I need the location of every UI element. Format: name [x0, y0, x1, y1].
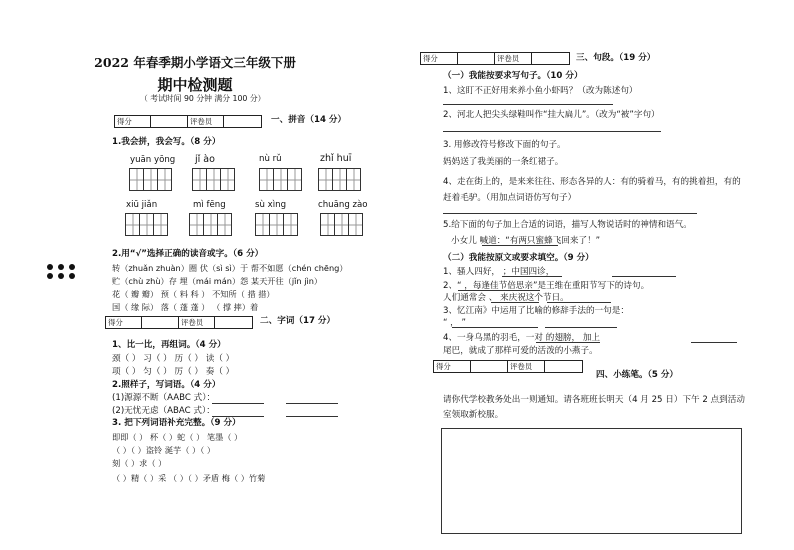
score-table-4: 得分 评卷员: [433, 360, 583, 373]
complete-line: 刻（ ）求（ ）: [112, 458, 167, 468]
answer-line[interactable]: [443, 131, 661, 132]
fill-question: 尾巴，就成了那样可爱的活泼的小燕子。: [443, 346, 598, 356]
answer-line[interactable]: [536, 342, 600, 343]
writing-grid[interactable]: [318, 168, 360, 191]
question-2-3: 3. 把下列词语补充完整。（9 分）: [112, 418, 241, 428]
pinyin-label: xiū jiǎn: [126, 200, 158, 210]
pronunciation-line: 花（ 瓣 瓣） 预（ 料 科 ） 不知所（ 措 措）: [112, 289, 275, 299]
pinyin-label: yuān yōng: [130, 155, 176, 165]
answer-line[interactable]: [286, 403, 338, 404]
example-line: (2)无忧无虑（ABAC 式）：: [112, 406, 215, 416]
fill-question: 1、骚人四好， ；中国四诊，: [443, 267, 555, 277]
sentence-question: 5.给下面的句子加上合适的词语，描写人物说话时的神情和语气。: [443, 220, 692, 230]
writing-prompt: 请你代学校教务处出一则通知。请各班班长明天（4 月 25 日）下午 2 点到活动: [443, 395, 745, 405]
complete-line: （ ）精（ ）采 （ ）（ ）矛盾 梅（ ）竹菊: [112, 473, 266, 483]
answer-line[interactable]: [212, 416, 264, 417]
pinyin-label: mì fēng: [193, 200, 226, 210]
writing-answer-box[interactable]: [441, 428, 742, 534]
writing-prompt: 室领取新校服。: [443, 410, 504, 420]
answer-line[interactable]: [443, 213, 697, 214]
answer-line[interactable]: [286, 416, 338, 417]
pinyin-label: sù xìng: [255, 200, 287, 210]
pinyin-label: jǐ ào: [195, 154, 215, 165]
answer-line[interactable]: [482, 245, 558, 246]
score-table-1: 得分 评卷员: [114, 115, 262, 128]
page-title: 2022 年春季期小学语文三年级下册: [94, 55, 296, 70]
writing-grid[interactable]: [129, 168, 171, 191]
writing-grid[interactable]: [259, 168, 301, 191]
compare-line: 颈（ ） 习（ ） 历（ ） 读（ ）: [112, 354, 235, 364]
answer-line[interactable]: [502, 276, 562, 277]
writing-grid[interactable]: [125, 213, 167, 236]
sentence-text: 小女儿 喊道：“有两只蜜蜂飞回来了！”: [451, 236, 601, 246]
part-1-title: （一）我能按要求写句子。（10 分）: [443, 71, 583, 81]
exam-title: 期中检测题: [157, 76, 233, 94]
fill-question: 4、一身乌黑的羽毛，一对 的翅膀， 加上: [443, 333, 601, 343]
sentence-question: 1、这盯不正好用来养小鱼小虾吗？（改为陈述句）: [443, 86, 638, 96]
sentence-question: 4、走在街上的，是来来往往、形态各异的人：有的骑着马，有的挑着担，有的: [443, 177, 741, 187]
writing-grid[interactable]: [192, 168, 234, 191]
score-table-2: 得分 评卷员: [105, 316, 253, 329]
answer-line[interactable]: [443, 104, 613, 105]
answer-line[interactable]: [547, 302, 611, 303]
answer-line[interactable]: [212, 403, 264, 404]
section-4-title: 四、小练笔。（5 分）: [596, 370, 679, 380]
pinyin-label: zhǐ huī: [320, 153, 352, 164]
writing-grid[interactable]: [255, 213, 297, 236]
binding-dots: [47, 264, 75, 279]
sentence-text: 妈妈送了我美丽的一条红裙子。: [443, 157, 564, 167]
question-2-1: 1、比一比，再组词。（4 分）: [112, 340, 226, 350]
writing-grid[interactable]: [320, 213, 362, 236]
pinyin-label: chuāng zào: [318, 200, 368, 210]
complete-line: 即即（ ） 杯（ ）蛇（ ） 笔墨（ ）: [112, 432, 243, 442]
fill-question: 3、忆江南》中运用了比喻的修辞手法的一句是：: [443, 306, 629, 316]
fill-question: “ ， ”: [443, 318, 466, 328]
question-1-2: 2.用“√”选择正确的读音或字。（6 分）: [112, 249, 264, 259]
answer-line[interactable]: [491, 302, 539, 303]
answer-line[interactable]: [452, 327, 538, 328]
example-line: (1)源源不断（AABC 式）：: [112, 393, 216, 403]
answer-line[interactable]: [691, 342, 737, 343]
answer-line[interactable]: [458, 290, 540, 291]
section-1-title: 一、拼音（14 分）: [271, 115, 347, 125]
section-2-title: 二、字词（17 分）: [260, 316, 336, 326]
fill-question: 人们通常会 、 来庆祝这个节日。: [443, 293, 569, 303]
part-2-title: （二）我能按原文或要求填空。（9 分）: [443, 253, 594, 263]
question-1-1: 1.我会拼，我会写。（8 分）: [112, 137, 221, 147]
section-3-title: 三、句段。（19 分）: [576, 53, 656, 63]
writing-grid[interactable]: [189, 213, 231, 236]
pinyin-label: nù rǔ: [259, 154, 282, 164]
pronunciation-line: 贮（chù zhù）存 埋（mái mán）怨 某天开往（jǐn jìn）: [112, 276, 323, 286]
pronunciation-line: 转（zhuǎn zhuàn）圈 伏（sì sì）于 帮不如愿（chén chēng）: [112, 263, 348, 273]
answer-line[interactable]: [545, 327, 617, 328]
exam-info: （ 考试时间 90 分钟 满分 100 分）: [140, 94, 266, 103]
fill-question: 2、“ ，每逢佳节倍思亲”是王维在重阳节写下的诗句。: [443, 281, 650, 291]
pronunciation-line: 国（ 缘 际） 落（ 蓬 蓬 ） （ 撑 摔）着: [112, 302, 259, 312]
answer-line[interactable]: [612, 276, 676, 277]
question-2-2: 2.照样子，写词语。（4 分）: [112, 380, 221, 390]
sentence-question: 赶着毛驴。（用加点词语仿写句子）: [443, 193, 577, 203]
sentence-question: 2、河北人把尖头绿鞋叫作“挂大扁儿”。（改为“被”字句）: [443, 110, 660, 120]
score-table-3: 得分 评卷员: [420, 52, 570, 65]
compare-line: 项（ ） 匀（ ） 厉（ ） 奏（ ）: [112, 367, 235, 377]
complete-line: （ ）（ ）盗铃 涎芋（ ）（ ）: [112, 445, 216, 455]
sentence-question: 3. 用修改符号修改下面的句子。: [443, 140, 566, 150]
